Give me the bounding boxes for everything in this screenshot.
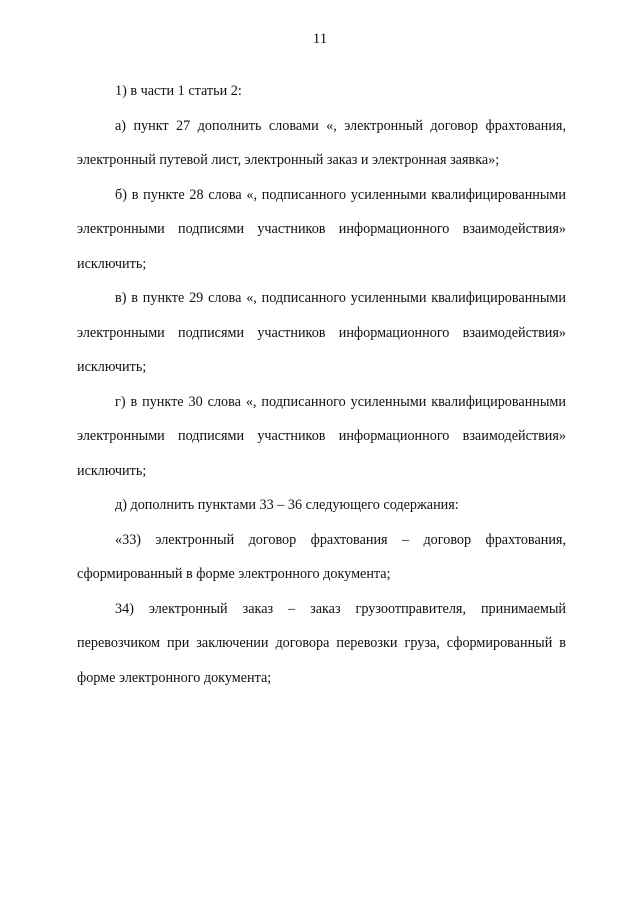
paragraph-item-b: б) в пункте 28 слова «, подписанного усиленными квалифицированными электронными подписями участников информационного взаимодействия» исключить; (77, 186, 566, 272)
paragraph-item-d: д) дополнить пунктами 33 – 36 следующего содержания: (115, 497, 459, 513)
document-body (77, 74, 566, 695)
page-number: 11 (312, 31, 328, 47)
paragraph-item-g: г) в пункте 30 слова «, подписанного усиленными квалифицированными электронными подписями участников информационного взаимодействия» исключить; (77, 393, 566, 479)
paragraph-definition-33: «33) электронный договор фрахтования – договор фрахтования, сформированный в форме электронного документа; (77, 531, 566, 582)
paragraph-definition-34: 34) электронный заказ – заказ грузоотправителя, принимаемый перевозчиком при заключении договора перевозки груза, сформированный в форме электронного документа; (77, 600, 566, 686)
paragraph-intro: 1) в части 1 статьи 2: (115, 83, 242, 99)
paragraph-item-v: в) в пункте 29 слова «, подписанного усиленными квалифицированными электронными подписями участников информационного взаимодействия» исключить; (77, 290, 566, 375)
paragraph-item-a: а) пункт 27 дополнить словами «, электронный договор фрахтования, электронный путевой лист, электронный заказ и электронная заявка»; (77, 117, 566, 168)
